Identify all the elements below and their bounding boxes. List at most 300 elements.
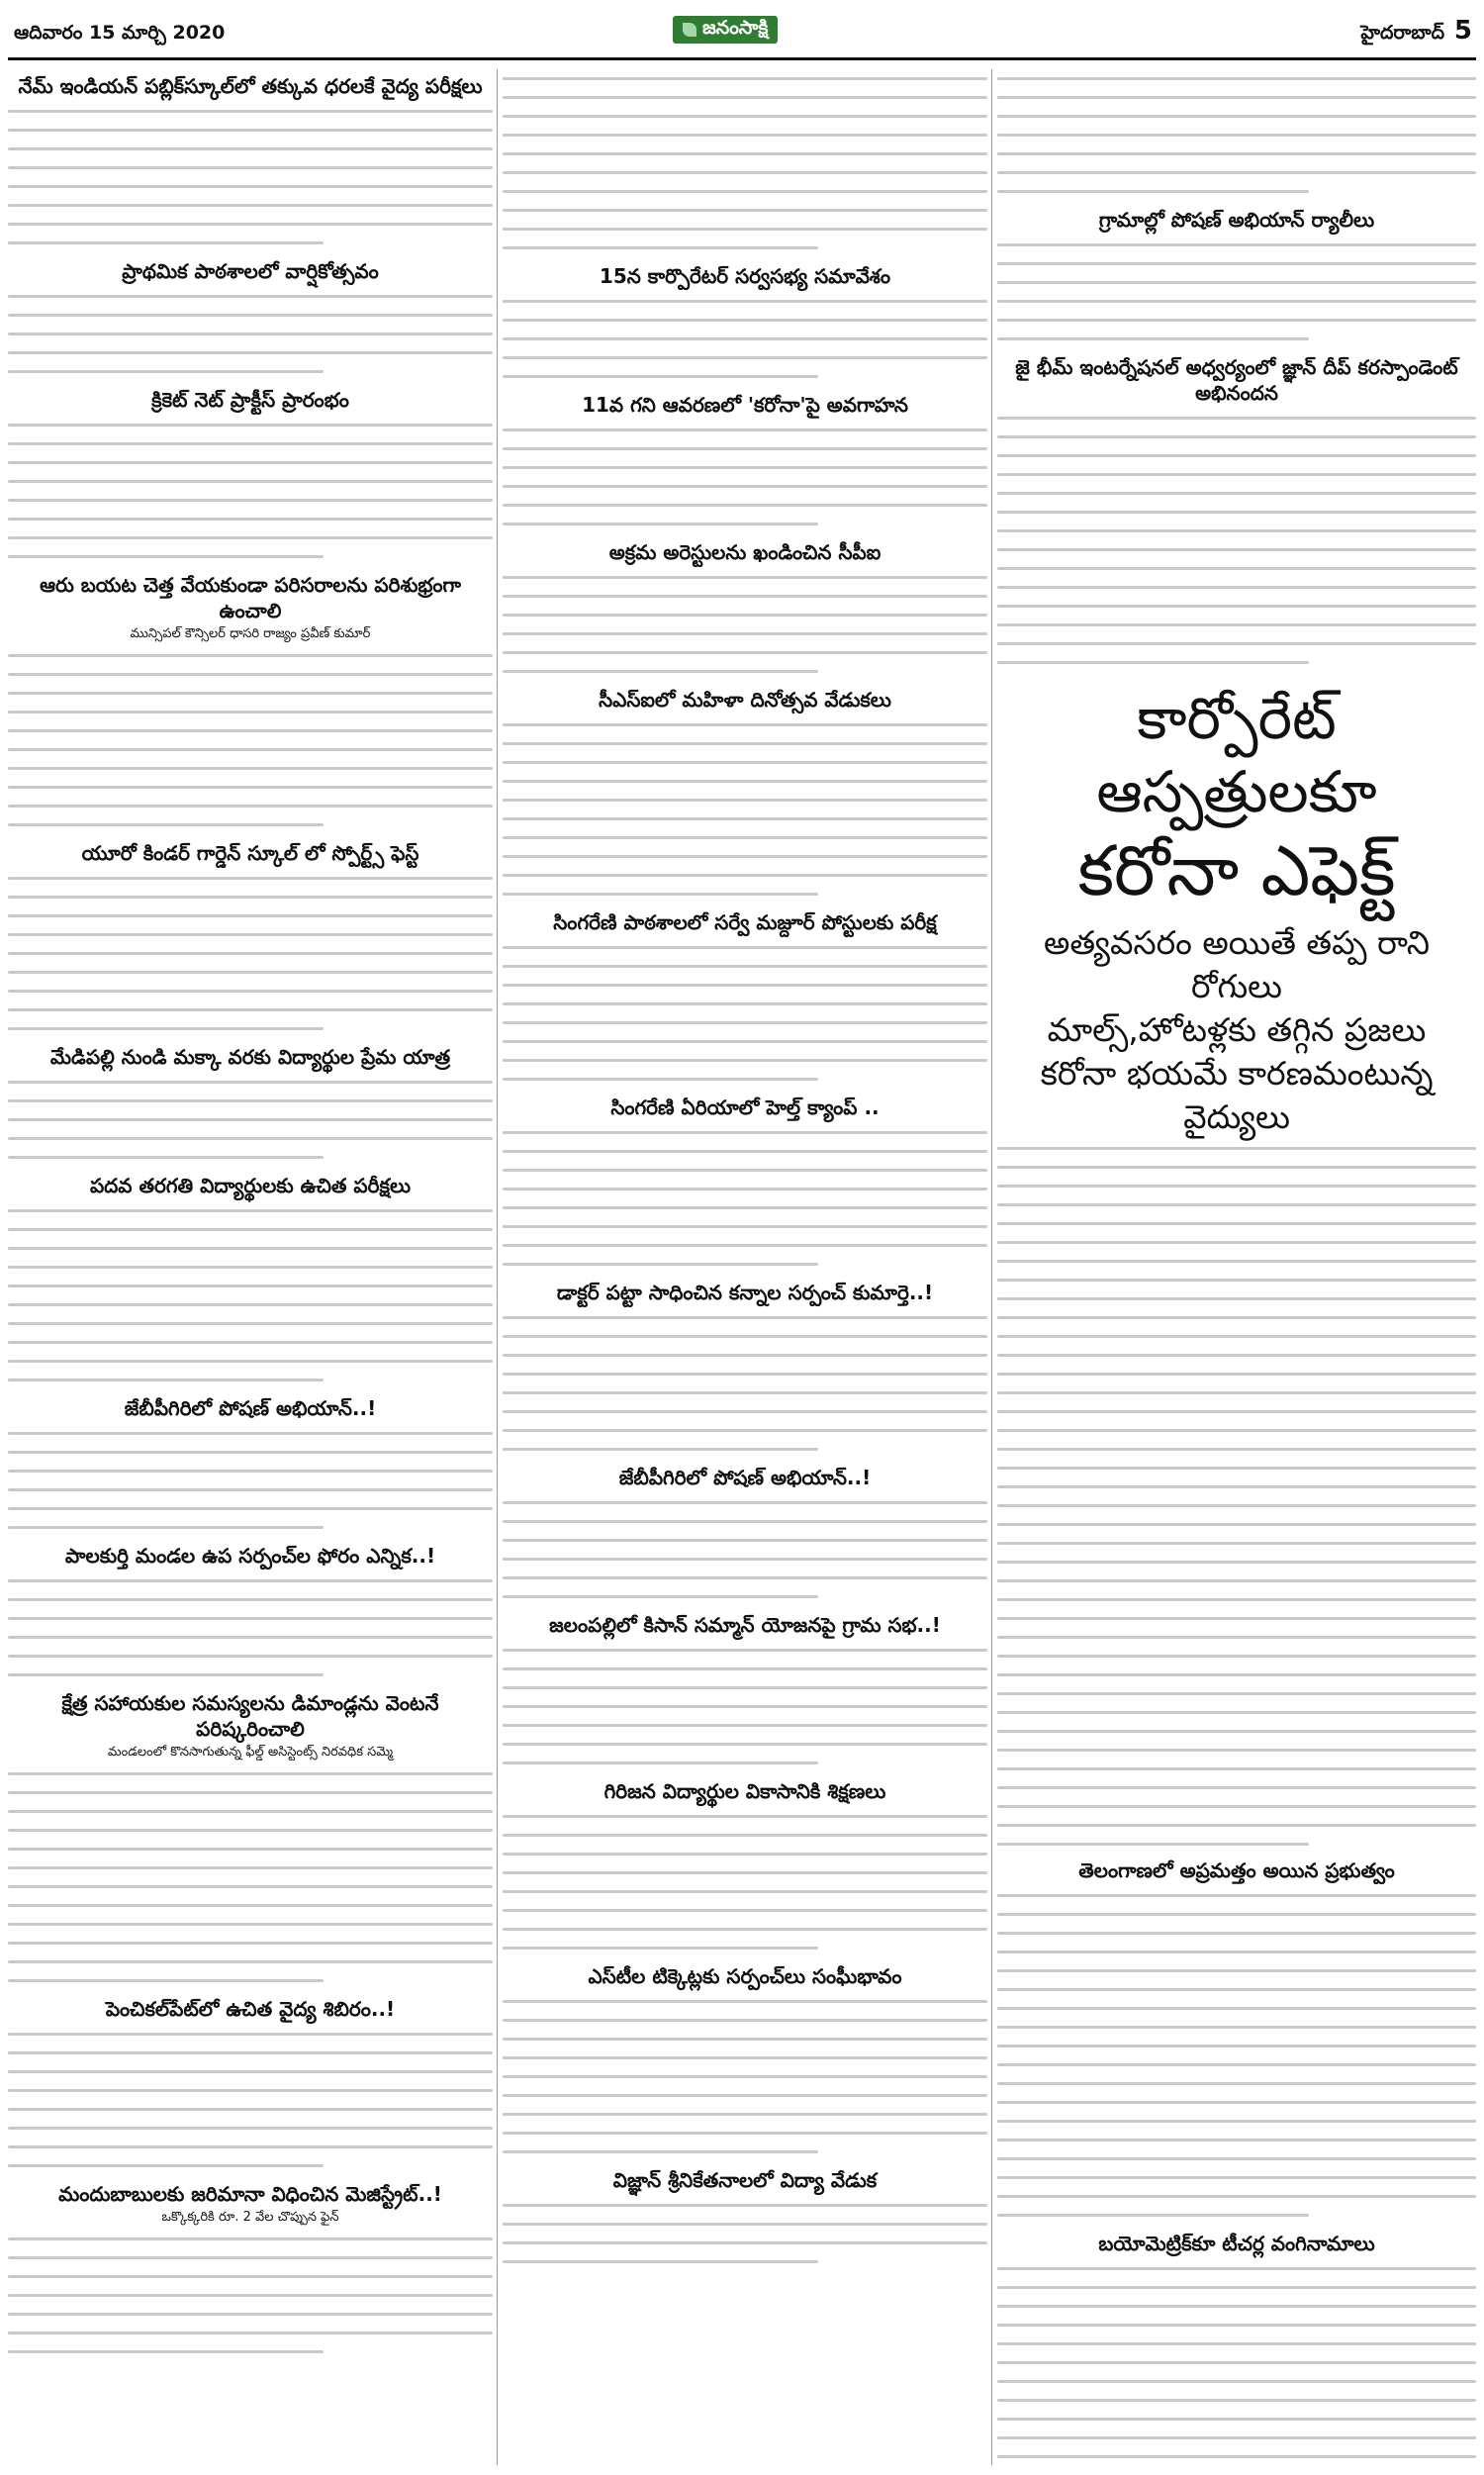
text-line [503,1678,987,1697]
article-body [503,1493,987,1606]
text-line [997,69,1476,88]
page-number: 5 [1453,16,1472,46]
text-line [997,163,1476,182]
text-line [997,2316,1476,2334]
text-line [503,1346,987,1365]
text-line [503,496,987,515]
text-line [8,2044,493,2062]
news-article [503,1280,987,1459]
text-line [8,1220,493,1239]
text-line [503,1236,987,1255]
text-line [503,643,987,662]
text-line [503,568,987,587]
article-headline: నేమ్ ఇండియన్ పబ్లిక్‌స్కూల్‌లో తక్కువ ధరలకే వైద్య పరీక్షలు [18,74,483,98]
text-line [8,1424,493,1443]
article-headline: మేడిపల్లి నుండి మక్కా వరకు విద్యార్థుల ప్రేమ యాత్ర [49,1045,451,1069]
text-line [503,753,987,772]
text-line [997,1402,1476,1421]
text-line [8,1148,493,1167]
text-line [997,1214,1476,1233]
text-line [997,1684,1476,1703]
article-headline: క్షేత్ర సహాయకుల సమస్యలను డిమాండ్లను వెంటనే పరిష్కరించాలి [61,1691,439,1741]
text-line [503,144,987,163]
text-line [503,238,987,257]
article-body [8,1424,493,1537]
text-line [503,1421,987,1440]
article-body [8,287,493,381]
text-line [503,2215,987,2234]
text-line [997,1816,1476,1835]
text-line [8,1971,493,1990]
text-line [997,2259,1476,2278]
news-article [503,263,987,386]
text-line [997,503,1476,522]
text-line [503,439,987,458]
article-body [997,1886,1476,2225]
text-line [8,306,493,325]
text-line [8,1764,493,1783]
text-line [8,2025,493,2044]
article-body [503,715,987,904]
article-headline: సీఎస్‌ఐలో మహిళా దినోత్సవ వేడుకలు [599,688,891,712]
feature-headline-line-1: కార్పోరేట్ ఆస్పత్రులకూ [1096,685,1377,825]
feature-deck-1: అత్యవసరం అయితే తప్ప రాని రోగులు [1043,923,1431,1005]
text-line [503,1569,987,1587]
text-line [997,2278,1476,2297]
text-line [8,510,493,528]
text-line [503,587,987,606]
text-line [503,2011,987,2030]
text-line [8,1783,493,1802]
text-line [8,1666,493,1684]
text-line [503,2142,987,2161]
article-body [503,938,987,1089]
text-line [503,1901,987,1920]
text-line [8,1092,493,1110]
text-line [997,2149,1476,2168]
column-1 [8,69,493,2465]
news-article [503,1095,987,1274]
text-line [8,888,493,906]
article-subheadline: మున్సిపల్ కౌన్సిలర్ ధాసరి రాజ్యం ప్రవీణ్ కుమార్ [130,626,371,641]
article-headline: ఎస్‌టీల టిక్కెట్లకు సర్పంచ్‌లు సంఘీభావం [588,1964,902,1988]
text-line [997,1477,1476,1496]
text-line [503,2067,987,2086]
text-line [8,1952,493,1971]
text-line [997,126,1476,144]
news-article [997,354,1476,672]
article-body [8,1571,493,1684]
text-line [503,995,987,1013]
text-line [503,772,987,791]
text-line [997,616,1476,634]
text-line [997,1233,1476,1252]
text-line [997,1886,1476,1905]
text-line [8,1858,493,1877]
text-line [503,866,987,885]
article-headline: జేబీపీగిరిలో పోషణ్ అభియాన్..! [618,1466,872,1489]
text-line [997,1703,1476,1722]
text-line [503,182,987,201]
text-line [997,578,1476,597]
text-line [503,624,987,643]
text-line [8,416,493,434]
text-line [503,1512,987,1531]
text-line [997,409,1476,428]
article-headline: జలంపల్లిలో కిసాన్ సమ్మాన్ యోజనపై గ్రామ సభ..! [549,1613,941,1637]
text-line [997,182,1476,201]
text-line [8,102,493,121]
article-body [503,1992,987,2161]
article-body [8,869,493,1038]
text-line [8,2100,493,2119]
text-line [503,1754,987,1772]
news-article [503,539,987,681]
news-article [997,2231,1476,2465]
article-headline: పెంచికల్‌పేట్‌లో ఉచిత వైద్య శిబిరం..! [105,1997,396,2021]
text-line [8,158,493,177]
text-line [8,1019,493,1038]
text-line [503,1142,987,1161]
text-line [997,1835,1476,1854]
text-line [997,1534,1476,1553]
text-line [503,126,987,144]
article-body [8,1764,493,1990]
text-line [997,1252,1476,1271]
article-headline: పదవ తరగతి విద్యార్థులకు ఉచిత పరీక్షలు [89,1174,412,1197]
news-article [503,1465,987,1606]
text-line [503,107,987,126]
text-line [503,220,987,238]
text-line [8,1877,493,1896]
text-line [997,1628,1476,1647]
article-headline: విజ్ఞాన్ శ్రీనికేతనాలలో విద్యా వేడుక [612,2168,878,2192]
text-line [8,2286,493,2305]
text-line [503,1716,987,1735]
text-line [8,1443,493,1462]
news-article [8,1690,493,1990]
text-line [8,1239,493,1258]
article-body [503,1807,987,1957]
text-line [997,1271,1476,1289]
text-line [8,140,493,158]
text-line [8,2267,493,2286]
text-line [503,938,987,957]
text-line [997,1440,1476,1459]
text-line [503,367,987,386]
article-headline: గిరిజన విద్యార్థుల వికాసానికి శిక్షణలు [603,1779,886,1803]
text-line [8,1934,493,1952]
text-line [8,2342,493,2361]
article-headline: యూరో కిండర్ గార్డెన్ స్కూల్ లో స్పోర్ట్స్ ఫెస్ట్ [81,841,419,865]
text-line [503,1735,987,1754]
text-line [997,88,1476,107]
text-line [997,1666,1476,1684]
text-line [997,2074,1476,2093]
text-line [997,1961,1476,1980]
article-body [8,1201,493,1389]
text-line [997,1571,1476,1590]
text-line [503,421,987,439]
text-line [997,446,1476,465]
text-line [503,88,987,107]
text-line [8,1000,493,1019]
text-line [503,1365,987,1383]
text-line [8,2081,493,2100]
text-line [503,1255,987,1274]
text-line [503,1383,987,1402]
news-article [8,387,493,566]
text-line [8,944,493,963]
feature-body [997,1139,1476,1854]
text-line [503,477,987,496]
text-line [8,759,493,778]
text-line [997,1553,1476,1571]
text-line [997,653,1476,672]
text-line [503,1920,987,1939]
feature-deck-2: మాల్స్,హోటళ్లకు తగ్గిన ప్రజలు [1047,1010,1427,1049]
text-line [503,1939,987,1957]
article-body [8,2025,493,2175]
news-article [8,1543,493,1684]
article-body [503,1641,987,1772]
text-line [997,311,1476,330]
text-line [503,1013,987,1032]
article-body [8,1073,493,1167]
text-line [997,2447,1476,2465]
text-line [997,273,1476,292]
text-line [8,797,493,815]
text-line [8,815,493,834]
article-body [503,1123,987,1274]
text-line [503,2086,987,2105]
text-line [503,1051,987,1070]
text-line [8,215,493,234]
column-2 [503,69,987,2465]
text-line [503,847,987,866]
text-line [997,1139,1476,1158]
text-line [8,721,493,740]
text-line [997,597,1476,616]
text-line [503,1845,987,1863]
news-article [8,572,493,834]
text-line [8,362,493,381]
text-line [8,1129,493,1148]
news-article [997,1857,1476,2225]
text-line [997,1778,1476,1797]
text-line [8,547,493,566]
text-line [997,465,1476,484]
text-line [503,1807,987,1826]
text-line [8,1609,493,1628]
logo-text: జనంసాక్షి [702,16,769,39]
text-line [503,348,987,367]
article-headline: గ్రామాల్లో పోషణ్ అభియాన్ ర్యాలీలు [1098,208,1375,232]
text-line [997,1289,1476,1308]
text-line [8,2156,493,2175]
text-line [503,1587,987,1606]
text-line [503,2124,987,2142]
text-line [8,121,493,140]
text-line [8,2248,493,2267]
text-line [503,1531,987,1550]
text-line [503,2048,987,2067]
text-line [997,254,1476,273]
text-line [997,2037,1476,2055]
text-line [8,925,493,944]
text-line [997,2391,1476,2410]
text-line [503,2234,987,2252]
text-line [8,453,493,472]
article-headline: జై భీమ్ ఇంటర్నేషనల్ అధ్వర్యంలో జ్ఞాన్ దీప్ కరస్పాండెంట్ అభినందన [1015,355,1458,405]
text-line [997,2372,1476,2391]
text-line [8,982,493,1000]
news-article [8,1395,493,1537]
text-line [8,1518,493,1537]
feature-story [997,682,1476,1854]
text-line [997,1459,1476,1477]
text-line [8,1371,493,1389]
text-line [8,325,493,343]
article-headline: బయోమెట్రిక్‌కూ టీచర్ల వంగినామాలు [1098,2232,1375,2255]
text-line [997,1647,1476,1666]
article-body [997,236,1476,348]
article-headline: సింగరేణి పాఠశాలలో సర్వే మజ్దూర్ పోస్టులకు పరీక్ష [553,910,937,934]
text-line [997,2410,1476,2428]
article-subheadline: ఒక్కొక్కరికి రూ. 2 వేల చొప్పున ఫైన్ [161,2210,339,2225]
text-line [8,665,493,684]
text-line [8,1628,493,1647]
text-line [997,330,1476,348]
text-line [503,1161,987,1180]
news-article [8,73,493,252]
text-line [503,1217,987,1236]
text-line [8,2119,493,2138]
article-body [997,2259,1476,2465]
text-line [8,1647,493,1666]
text-line [997,540,1476,559]
text-line [997,2093,1476,2112]
text-line [8,2305,493,2324]
text-line [8,2062,493,2081]
news-article [503,1612,987,1772]
article-headline: ఆరు బయట చెత్త వేయకుండా పరిసరాలను పరిశుభ్రంగా ఉంచాలి [40,573,461,622]
column-divider [991,69,992,2465]
news-article [503,1778,987,1957]
text-line [503,662,987,681]
text-line [8,1821,493,1840]
text-line [8,2230,493,2248]
text-line [997,1496,1476,1515]
text-line [997,1760,1476,1778]
text-line [8,2324,493,2342]
article-headline: మందుబాబులకు జరిమానా విధించిన మెజిస్ట్రేట్..! [58,2182,442,2206]
text-line [997,2112,1476,2131]
text-line [8,2138,493,2156]
text-line [503,1180,987,1198]
masthead-rule [8,57,1476,60]
article-subheadline: మండలంలో కొనసాగుతున్న ఫీల్డ్ అసిస్టెంట్స్ నిరవధిక సమ్మె [107,1745,394,1760]
text-line [997,1722,1476,1741]
text-line [997,522,1476,540]
text-line [997,2055,1476,2074]
text-line [8,234,493,252]
article-body [503,568,987,681]
article-body [503,421,987,533]
article-headline: క్రికెట్ నెట్ ప్రాక్టీస్ ప్రారంభం [151,388,349,412]
text-line [503,1070,987,1089]
text-line [8,528,493,547]
text-line [8,1802,493,1821]
column-3 [997,69,1476,2465]
news-article [503,687,987,904]
article-headline: అక్రమ అరెస్టులను ఖండించిన సీపీఐ [608,540,881,564]
column-divider [497,69,498,2465]
text-line [8,1295,493,1314]
text-line [503,2252,987,2271]
text-line [8,703,493,721]
leaf-icon [683,23,696,37]
text-line [997,2131,1476,2149]
text-line [997,1177,1476,1195]
text-line [8,1201,493,1220]
text-line [8,491,493,510]
news-article [503,392,987,533]
article-body [503,1308,987,1459]
text-line [997,236,1476,254]
text-line [8,740,493,759]
text-line [997,559,1476,578]
article-body [503,69,987,257]
text-line [997,1421,1476,1440]
text-line [503,311,987,330]
text-line [8,778,493,797]
text-line [997,144,1476,163]
news-article [8,1173,493,1389]
text-line [503,292,987,311]
text-line [8,472,493,491]
text-line [8,343,493,362]
issue-date: ఆదివారం 15 మార్చి 2020 [14,22,226,44]
text-line [503,1308,987,1327]
text-line [997,1195,1476,1214]
text-line [503,1327,987,1346]
text-line [503,1641,987,1660]
text-line [997,1609,1476,1628]
text-line [997,634,1476,653]
text-line [997,1980,1476,1999]
news-article [503,2167,987,2271]
article-headline: 15న కార్పొరేటర్ సర్వసభ్య సమావేశం [599,264,891,288]
text-line [8,1896,493,1915]
text-line [997,107,1476,126]
news-article [8,1044,493,1167]
text-line [8,434,493,453]
text-line [997,2334,1476,2353]
text-line [503,1550,987,1569]
text-line [503,1198,987,1217]
text-line [503,2030,987,2048]
text-line [997,2353,1476,2372]
news-article [8,2181,493,2361]
news-article [8,840,493,1038]
text-line [997,1515,1476,1534]
text-line [997,1905,1476,1924]
text-line [503,1440,987,1459]
text-line [503,1660,987,1678]
text-line [997,2168,1476,2187]
news-article [997,69,1476,201]
